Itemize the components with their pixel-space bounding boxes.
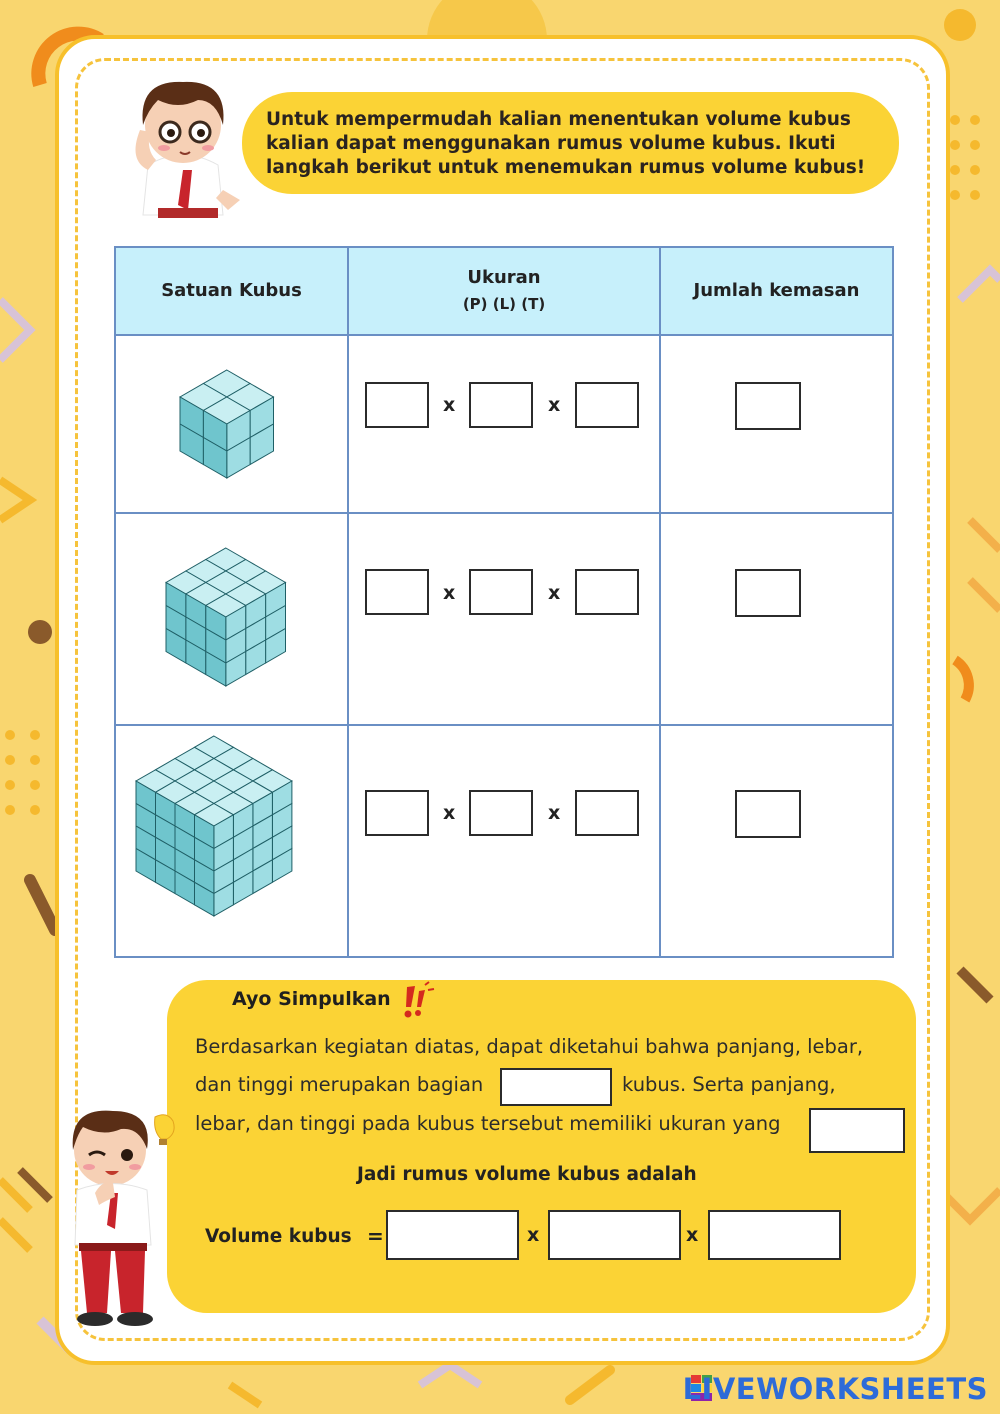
total-cell: [660, 335, 893, 513]
conclusion-line-3: lebar, dan tinggi pada kubus tersebut memiliki ukuran yang: [195, 1112, 781, 1135]
conclusion-line-1: Berdasarkan kegiatan diatas, dapat diketahui bahwa panjang, lebar,: [195, 1035, 864, 1058]
table-row: [115, 335, 893, 513]
cube-stack-drawing: [134, 734, 294, 918]
height-input-box[interactable]: [575, 790, 639, 836]
conclusion-panel: [167, 980, 916, 1313]
formula-label: Volume kubus: [205, 1226, 352, 1247]
formula-title: Jadi rumus volume kubus adalah: [357, 1164, 697, 1185]
times-sign: x: [548, 582, 561, 604]
intro-text: Untuk mempermudah kalian menentukan volume kubus kalian dapat menggunakan rumus volume kubus. Ikuti langkah berikut untuk menemukan rumus volume kubus!: [266, 109, 866, 178]
header-satuan-kubus: Satuan Kubus: [115, 247, 348, 335]
cube-stack-drawing: [164, 546, 288, 688]
header-ukuran-plt: (P) (L) (T): [462, 295, 546, 313]
header-ukuran-title: Ukuran: [467, 267, 541, 288]
width-input-box[interactable]: [469, 790, 533, 836]
times-sign: x: [527, 1224, 540, 1246]
size-cell: [348, 725, 660, 957]
conclusion-line-2a: dan tinggi merupakan bagian: [195, 1073, 484, 1096]
brand-name: LIVEWORKSHEETS: [682, 1372, 988, 1406]
cube-cell: [115, 513, 348, 725]
times-sign: x: [443, 802, 456, 824]
length-input-box[interactable]: [365, 569, 429, 615]
formula-input-2[interactable]: [548, 1210, 681, 1260]
thinking-boy-illustration: [128, 70, 248, 220]
formula-input-1[interactable]: [386, 1210, 519, 1260]
cube-4x4x4-illustration: [134, 734, 294, 922]
cube-stack-drawing: [178, 368, 276, 480]
times-sign: x: [443, 394, 456, 416]
times-sign: x: [548, 802, 561, 824]
length-input-box[interactable]: [365, 382, 429, 428]
width-input-box[interactable]: [469, 382, 533, 428]
total-input-box[interactable]: [735, 790, 801, 838]
height-input-box[interactable]: [575, 569, 639, 615]
cube-2x2x2-illustration: [178, 368, 276, 484]
equals-sign: =: [367, 1224, 384, 1248]
table-row: [115, 513, 893, 725]
total-cell: [660, 725, 893, 957]
times-sign: x: [443, 582, 456, 604]
header-jumlah-kemasan: Jumlah kemasan: [660, 247, 893, 335]
width-input-box[interactable]: [469, 569, 533, 615]
conclusion-line-2b: kubus. Serta panjang,: [622, 1073, 836, 1096]
blank-size-input[interactable]: [809, 1108, 905, 1153]
table-header-row: [115, 247, 893, 335]
times-sign: x: [548, 394, 561, 416]
formula-input-3[interactable]: [708, 1210, 841, 1260]
cube-cell: [115, 335, 348, 513]
size-cell: [348, 513, 660, 725]
table-row: [115, 725, 893, 957]
total-input-box[interactable]: [735, 569, 801, 617]
winking-boy-illustration: [55, 1105, 175, 1330]
conclusion-title: Ayo Simpulkan: [232, 988, 391, 1010]
intro-speech-bubble: [242, 92, 899, 194]
total-cell: [660, 513, 893, 725]
size-cell: [348, 335, 660, 513]
blank-part-input[interactable]: [500, 1068, 612, 1106]
cube-cell: [115, 725, 348, 957]
cube-3x3x3-illustration: [164, 546, 288, 692]
length-input-box[interactable]: [365, 790, 429, 836]
times-sign: x: [686, 1224, 699, 1246]
volume-table: [114, 246, 894, 958]
header-ukuran: [348, 247, 660, 335]
height-input-box[interactable]: [575, 382, 639, 428]
exclamation-icon: [395, 981, 435, 1021]
total-input-box[interactable]: [735, 382, 801, 430]
